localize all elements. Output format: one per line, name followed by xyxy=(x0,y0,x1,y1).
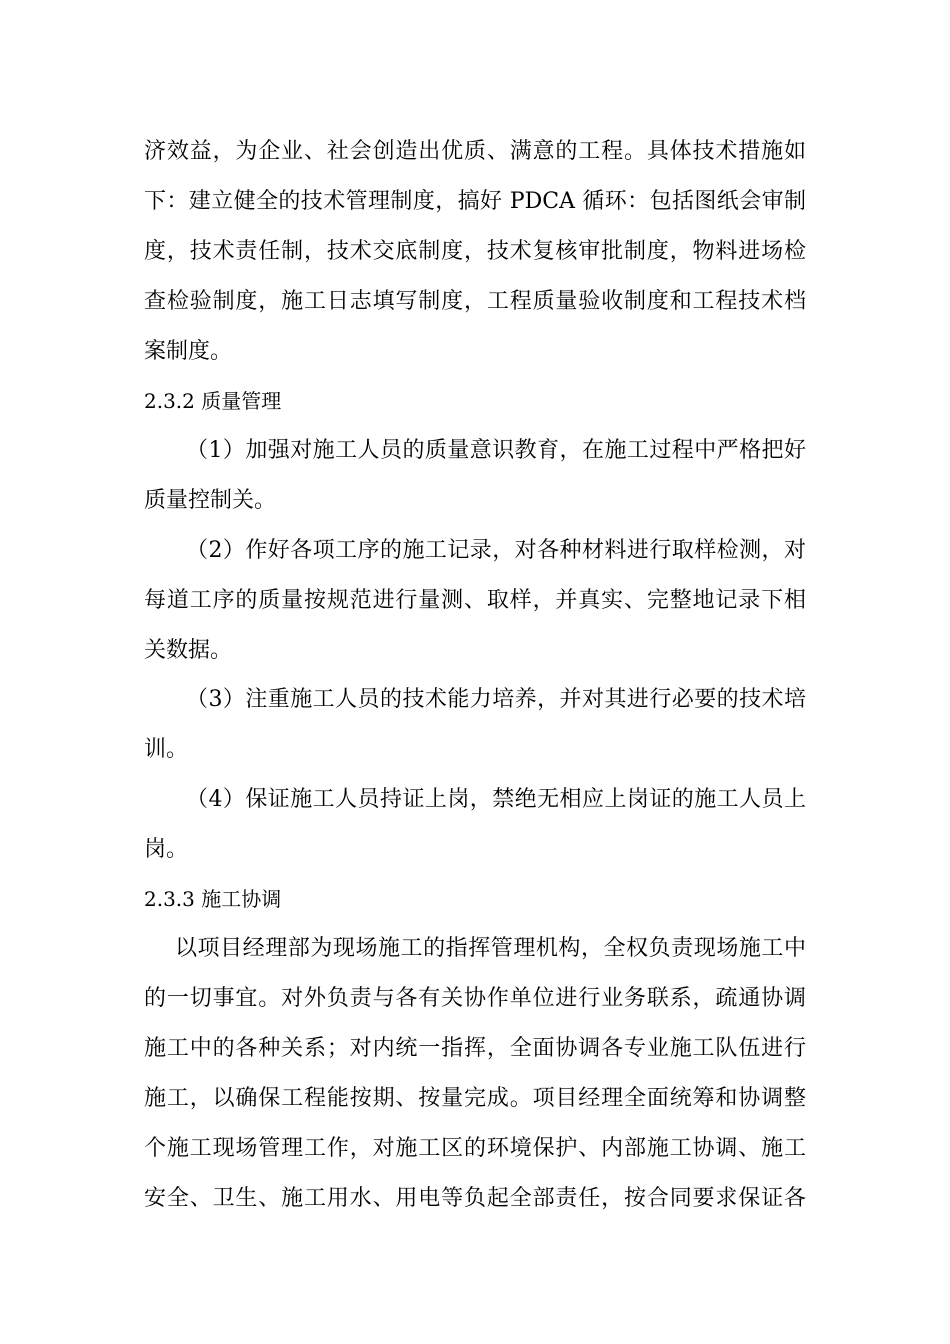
body-text-line: 施工，以确保工程能按期、按量完成。项目经理全面统筹和协调整 xyxy=(144,1086,806,1111)
list-item-2-line: （2）作好各项工序的施工记录，对各种材料进行取样检测，对 xyxy=(186,538,806,563)
body-text-line: 济效益，为企业、社会创造出优质、满意的工程。具体技术措施如 xyxy=(144,139,806,164)
list-item-2-line: 每道工序的质量按规范进行量测、取样，并真实、完整地记录下相 xyxy=(144,588,806,613)
body-text-line: 个施工现场管理工作，对施工区的环境保护、内部施工协调、施工 xyxy=(144,1136,806,1161)
list-item-2-line: 关数据。 xyxy=(144,638,233,663)
body-text-line: 施工中的各种关系；对内统一指挥，全面协调各专业施工队伍进行 xyxy=(144,1036,806,1061)
body-text-line: 查检验制度，施工日志填写制度，工程质量验收制度和工程技术档 xyxy=(144,289,806,314)
body-text-line: 的一切事宜。对外负责与各有关协作单位进行业务联系，疏通协调 xyxy=(144,986,806,1011)
body-text-line: 安全、卫生、施工用水、用电等负起全部责任，按合同要求保证各 xyxy=(144,1186,806,1211)
section-heading-2-3-2: 2.3.2 质量管理 xyxy=(144,389,282,413)
list-item-3-line: （3）注重施工人员的技术能力培养，并对其进行必要的技术培 xyxy=(186,687,806,712)
body-text-line: 下：建立健全的技术管理制度，搞好 PDCA 循环：包括图纸会审制 xyxy=(144,189,806,214)
list-item-4-line: （4）保证施工人员持证上岗，禁绝无相应上岗证的施工人员上 xyxy=(186,787,806,812)
body-text-line: 度，技术责任制，技术交底制度，技术复核审批制度，物料进场检 xyxy=(144,239,806,264)
list-item-3-line: 训。 xyxy=(144,737,189,762)
list-item-1-line: （1）加强对施工人员的质量意识教育，在施工过程中严格把好 xyxy=(186,438,806,463)
body-text-line: 案制度。 xyxy=(144,339,233,364)
list-item-4-line: 岗。 xyxy=(144,837,189,862)
section-heading-2-3-3: 2.3.3 施工协调 xyxy=(144,887,282,911)
body-text-line: 以项目经理部为现场施工的指挥管理机构，全权负责现场施工中 xyxy=(175,936,806,961)
list-item-1-line: 质量控制关。 xyxy=(144,488,277,513)
